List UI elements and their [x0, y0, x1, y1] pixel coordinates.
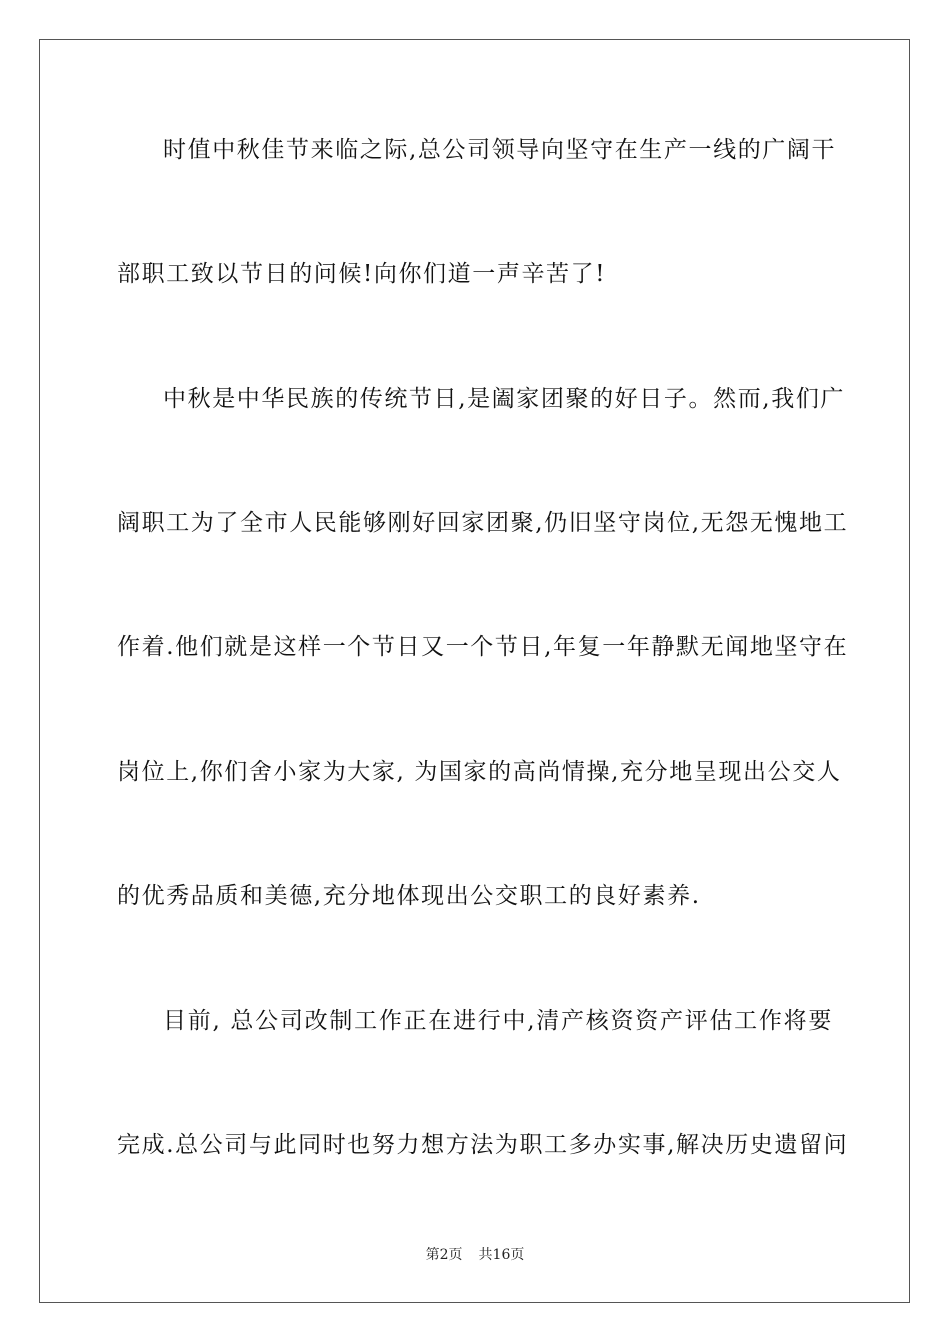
page-border	[39, 39, 910, 1303]
paragraph-1-line-2: 部职工致以节日的问候!向你们道一声辛苦了!	[117, 261, 607, 287]
paragraph-2-line-3: 作着.他们就是这样一个节日又一个节日,年复一年静默无闻地坚守在	[117, 634, 849, 660]
paragraph-2-line-2: 阔职工为了全市人民能够刚好回家团聚,仍旧坚守岗位,无怨无愧地工	[117, 510, 849, 536]
paragraph-2-line-1: 中秋是中华民族的传统节日,是阖家团聚的好日子。然而,我们广	[163, 386, 846, 412]
paragraph-2-line-4: 岗位上,你们舍小家为大家, 为国家的高尚情操,充分地呈现出公交人	[117, 759, 842, 785]
paragraph-3-line-2: 完成.总公司与此同时也努力想方法为职工多办实事,解决历史遗留问	[117, 1132, 849, 1158]
paragraph-3-line-1: 目前, 总公司改制工作正在进行中,清产核资资产评估工作将要	[163, 1008, 833, 1034]
page-total: 共16页	[478, 1247, 525, 1263]
paragraph-2-line-5: 的优秀品质和美德,充分地体现出公交职工的良好素养.	[117, 883, 701, 909]
paragraph-1-line-1: 时值中秋佳节来临之际,总公司领导向坚守在生产一线的广阔干	[163, 137, 837, 163]
page-footer	[0, 1246, 950, 1264]
page-number: 第2页	[425, 1247, 463, 1263]
